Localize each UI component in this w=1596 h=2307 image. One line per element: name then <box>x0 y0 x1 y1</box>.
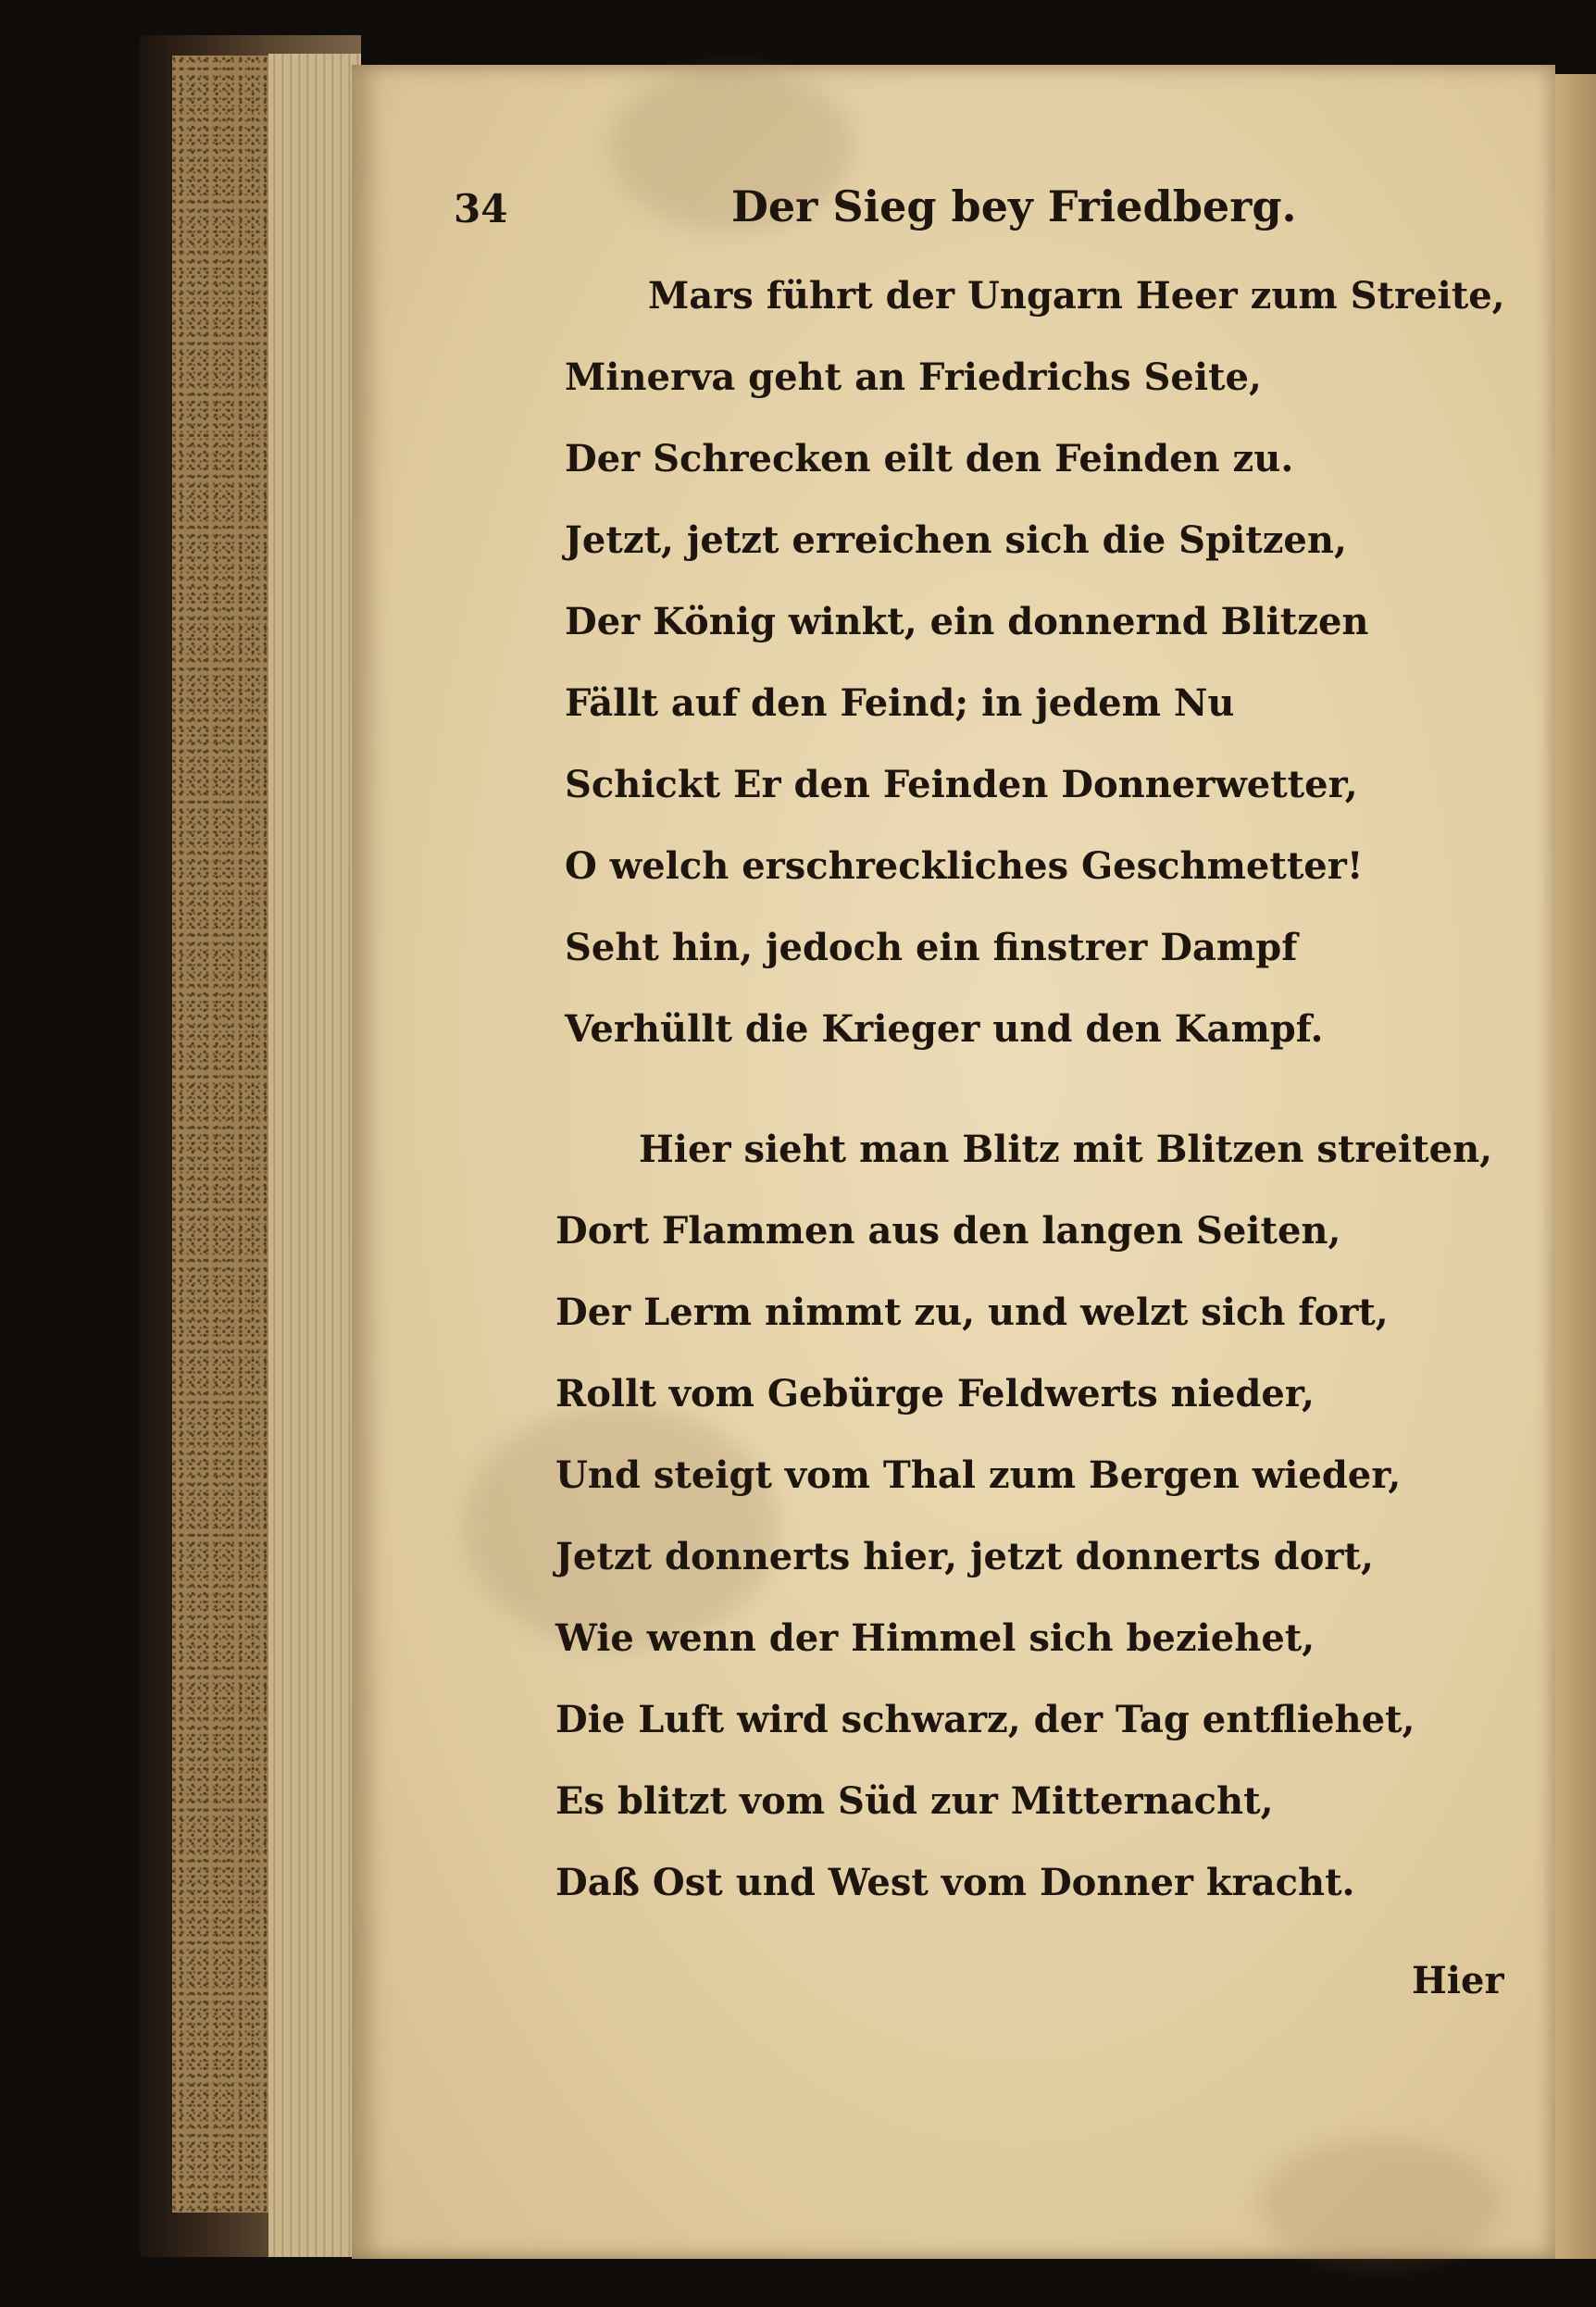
facing-page-edge <box>1555 74 1596 2259</box>
paper-stain <box>463 1407 778 1648</box>
poem-line: Der König winkt, ein donnernd Blitzen <box>565 600 1369 643</box>
poem-line: O welch erschreckliches Geschmetter! <box>565 844 1364 888</box>
poem-line: Der Lerm nimmt zu, und welzt sich fort, <box>555 1291 1389 1334</box>
poem-line: Minerva geht an Friedrichs Seite, <box>565 355 1262 399</box>
speckled-endpaper <box>172 56 274 2213</box>
poem-line: Daß Ost und West vom Donner kracht. <box>555 1861 1355 1904</box>
poem-line: Hier sieht man Blitz mit Blitzen streiten, <box>639 1128 1493 1171</box>
paper-stain <box>1259 2139 1500 2268</box>
page-number: 34 <box>454 186 508 231</box>
poem-line: Die Luft wird schwarz, der Tag entfliehet, <box>555 1698 1415 1741</box>
poem-line: Der Schrecken eilt den Feinden zu. <box>565 437 1294 480</box>
poem-line: Jetzt donnerts hier, jetzt donnerts dort, <box>555 1535 1374 1578</box>
catchword: Hier <box>1412 1959 1504 2002</box>
poem-line: Schickt Er den Feinden Donnerwetter, <box>565 763 1358 806</box>
poem-line: Jetzt, jetzt erreichen sich die Spitzen, <box>565 518 1347 562</box>
page-title: Der Sieg bey Friedberg. <box>731 181 1297 231</box>
poem-line: Fällt auf den Feind; in jedem Nu <box>565 681 1235 725</box>
poem-line: Es blitzt vom Süd zur Mitternacht, <box>555 1779 1274 1823</box>
poem-line: Seht hin, jedoch ein finstrer Dampf <box>565 926 1298 969</box>
poem-line: Mars führt der Ungarn Heer zum Streite, <box>648 274 1505 318</box>
poem-line: Und steigt vom Thal zum Bergen wieder, <box>555 1453 1402 1497</box>
poem-line: Dort Flammen aus den langen Seiten, <box>555 1209 1341 1253</box>
page-edges <box>268 54 361 2257</box>
poem-line: Wie wenn der Himmel sich beziehet, <box>555 1616 1315 1660</box>
poem-line: Verhüllt die Krieger und den Kampf. <box>565 1007 1324 1051</box>
poem-line: Rollt vom Gebürge Feldwerts nieder, <box>555 1372 1315 1415</box>
